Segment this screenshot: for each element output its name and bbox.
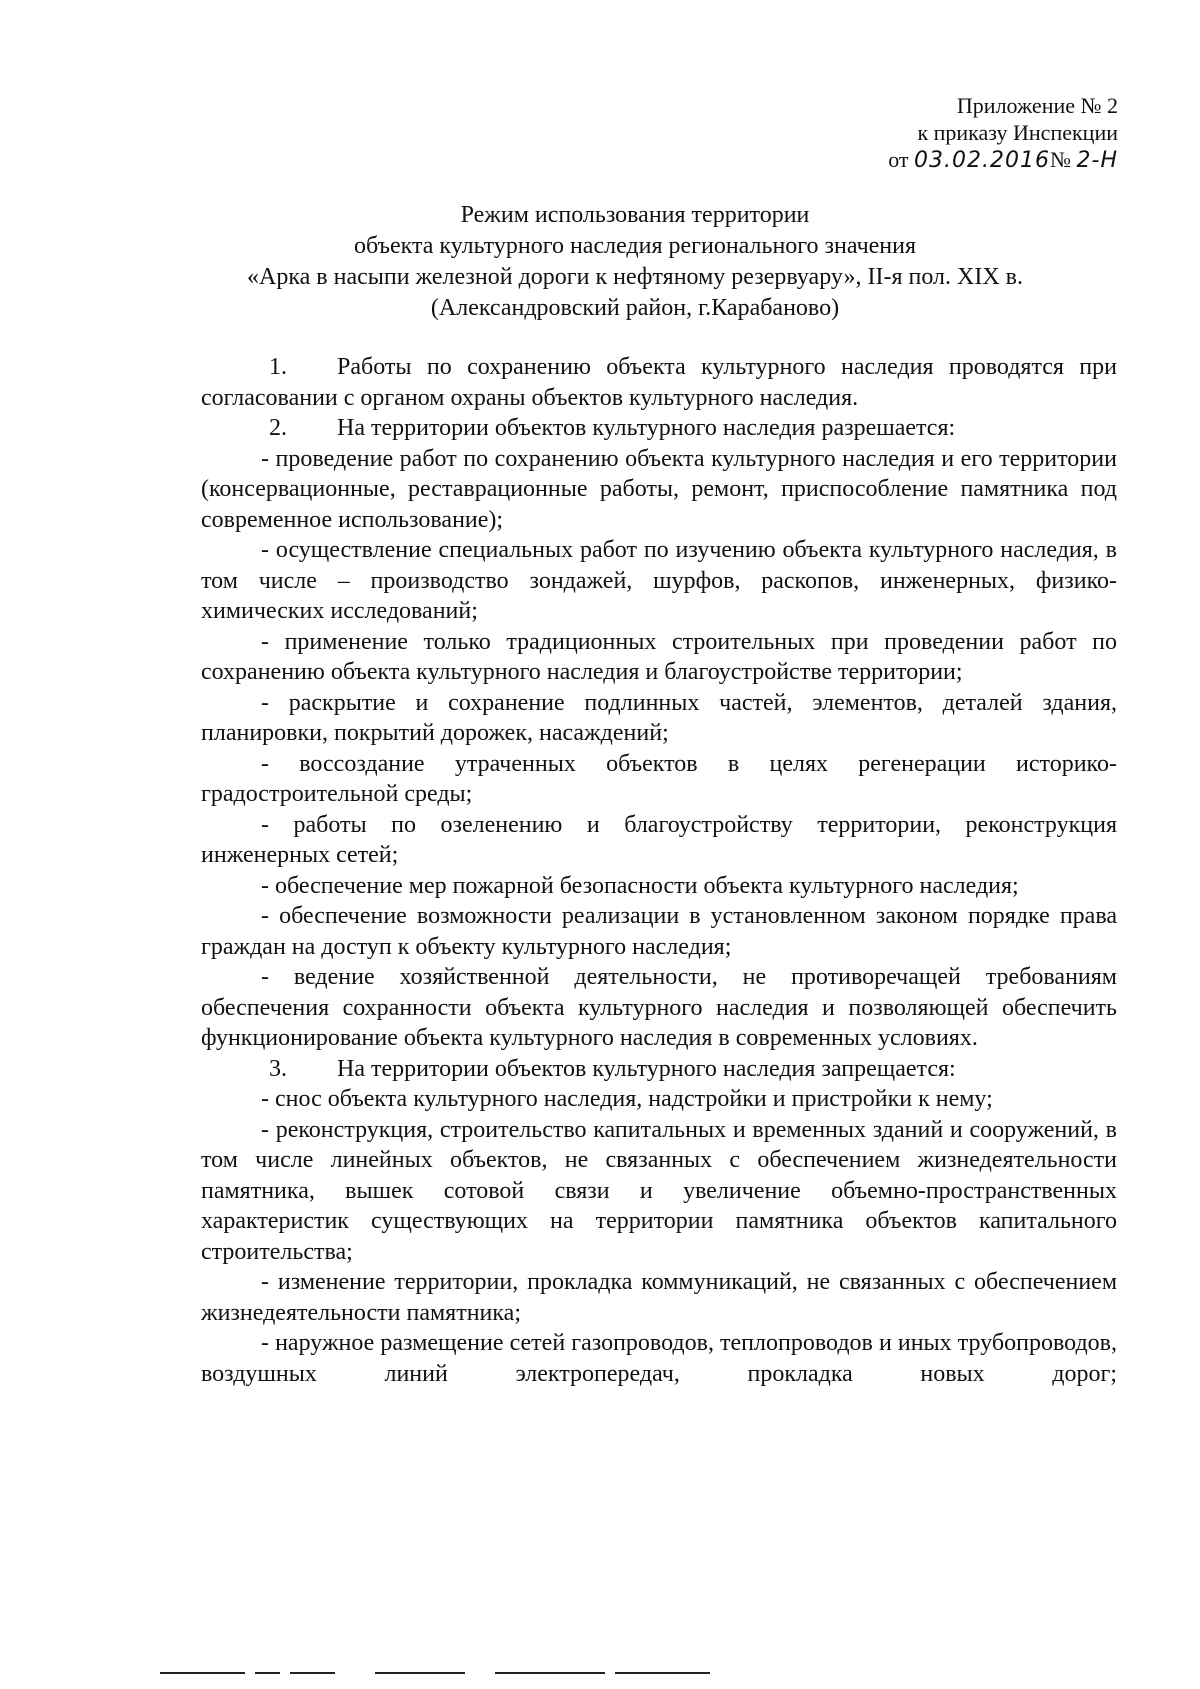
allowed-item: - работы по озеленению и благоустройству территории, реконструкция инженерных сетей; [201, 811, 1117, 868]
clause-text: На территории объектов культурного наследия запрещается: [337, 1055, 956, 1082]
handwritten-number: 2-Н [1076, 148, 1118, 173]
clause-2 [201, 413, 1117, 444]
document-body [201, 352, 1117, 1389]
document-title [150, 200, 1120, 324]
allowed-item: - применение только традиционных строительных при проведении работ по сохранению объекта культурного наследия и благоустройстве территории; [201, 628, 1117, 685]
allowed-item: - проведение работ по сохранению объекта культурного наследия и его территории (консервационные, реставрационные работы, ремонт, приспособление памятника под современное использование); [201, 445, 1117, 533]
forbidden-item: - реконструкция, строительство капитальных и временных зданий и сооружений, в том числе линейных объектов, не связанных с обеспечением жизнедеятельности памятника, вышек сотовой связи и увеличение объемно-пространственных характеристик существующих на территории памятника объектов капитального строительства; [201, 1116, 1117, 1265]
allowed-item: - осуществление специальных работ по изучению объекта культурного наследия, в том числе – производство зондажей, шурфов, раскопов, инженерных, физико-химических исследований; [201, 537, 1117, 624]
clause-number: 1. [269, 354, 287, 380]
allowed-item: - обеспечение возможности реализации в установленном законом порядке права граждан на доступ к объекту культурного наследия; [201, 903, 1117, 960]
title-line-2: объекта культурного наследия регионального значения [353, 233, 917, 259]
order-date-line [888, 146, 1118, 174]
clause-number: 3. [269, 1055, 287, 1082]
order-date-prefix: от [888, 147, 915, 172]
order-number-label: № [1050, 147, 1077, 172]
title-line-3: «Арка в насыпи железной дороги к нефтяному резервуару», II-я пол. XIX в. [247, 264, 1023, 290]
scan-edge-lines [160, 1672, 760, 1676]
allowed-item: - ведение хозяйственной деятельности, не противоречащей требованиям обеспечения сохранности объекта культурного наследия и позволяющей обеспечить функционирование объекта культурного наследия в современных условиях. [201, 964, 1117, 1051]
allowed-item: - раскрытие и сохранение подлинных частей, элементов, деталей здания, планировки, покрытий дорожек, насаждений; [201, 689, 1117, 746]
title-line-1: Режим использования территории [460, 202, 810, 228]
clause-1 [201, 352, 1117, 413]
clause-number: 2. [269, 415, 287, 441]
title-line-4: (Александровский район, г.Карабаново) [430, 295, 840, 321]
forbidden-item: - изменение территории, прокладка коммуникаций, не связанных с обеспечением жизнедеятельности памятника; [201, 1269, 1117, 1326]
clause-text: На территории объектов культурного наследия разрешается: [337, 415, 956, 441]
handwritten-date: 03.02.2016 [914, 148, 1051, 173]
appendix-number: Приложение № 2 [956, 93, 1118, 118]
forbidden-item: - снос объекта культурного наследия, надстройки и пристройки к нему; [261, 1086, 993, 1112]
allowed-item: - воссоздание утраченных объектов в целях регенерации историко-градостроительной среды; [201, 750, 1117, 807]
order-reference: к приказу Инспекции [917, 120, 1118, 145]
allowed-item: - обеспечение мер пожарной безопасности объекта культурного наследия; [261, 872, 1019, 899]
appendix-header [888, 92, 1118, 174]
clause-3 [201, 1054, 1117, 1085]
forbidden-item: - наружное размещение сетей газопроводов, теплопроводов и иных трубопроводов, воздушных линий электропередач, прокладка новых дорог; [201, 1330, 1117, 1387]
clause-text: Работы по сохранению объекта культурного наследия проводятся при согласовании с органом охраны объектов культурного наследия. [201, 354, 1117, 411]
